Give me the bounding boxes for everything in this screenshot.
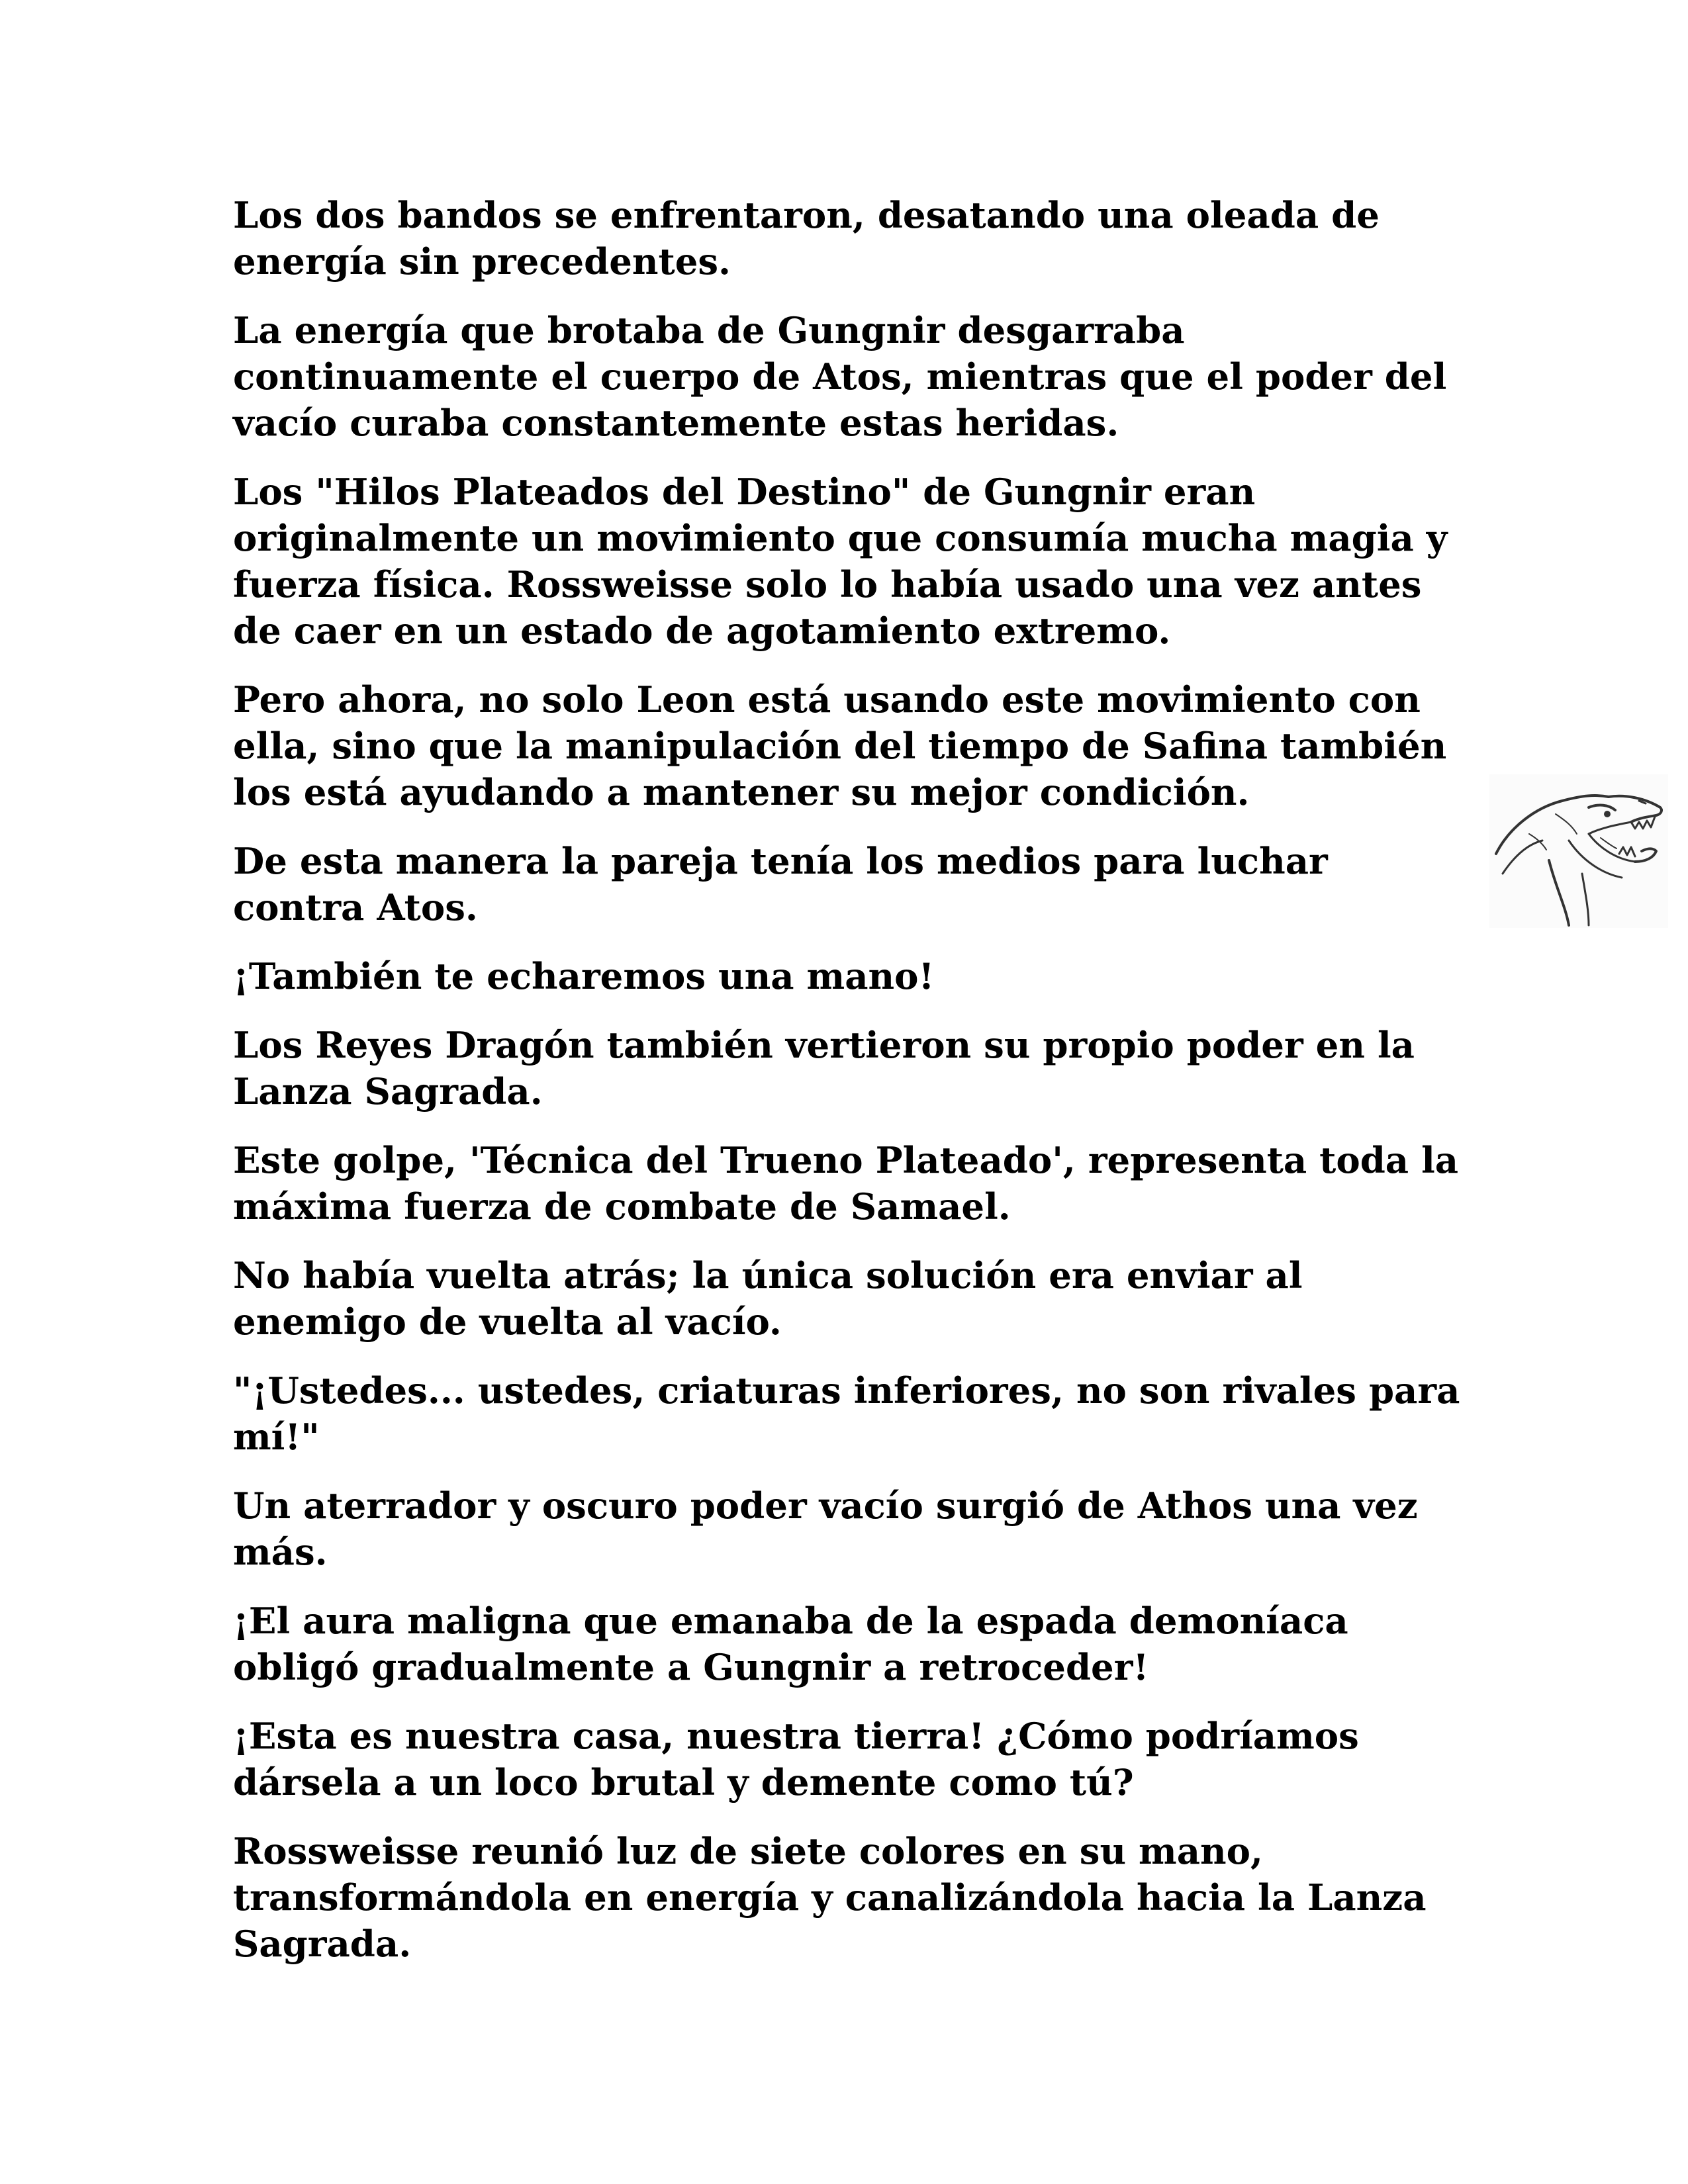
paragraph: De esta manera la pareja tenía los medios para luchar contra Atos.	[233, 840, 1328, 929]
paragraph: Pero ahora, no solo Leon está usando este movimiento con ella, sino que la manipulación del tiempo de Safina también los está ayudando a mantener su mejor condición.	[233, 678, 1447, 813]
paragraph: Un aterrador y oscuro poder vacío surgió de Athos una vez más.	[233, 1484, 1418, 1573]
dinosaur-head-sketch-icon	[1489, 774, 1668, 928]
document-body	[233, 192, 1464, 1989]
paragraph: No había vuelta atrás; la única solución era enviar al enemigo de vuelta al vacío.	[233, 1254, 1303, 1343]
paragraph: ¡Esta es nuestra casa, nuestra tierra! ¿Cómo podríamos dársela a un loco brutal y demente como tú?	[233, 1715, 1359, 1803]
paragraph: Rossweisse reunió luz de siete colores en su mano, transformándola en energía y canalizándola hacia la Lanza Sagrada.	[233, 1830, 1427, 1965]
paragraph: "¡Ustedes... ustedes, criaturas inferiores, no son rivales para mí!"	[233, 1369, 1460, 1458]
paragraph: Los "Hilos Plateados del Destino" de Gungnir eran originalmente un movimiento que consumía mucha magia y fuerza física. Rossweisse solo lo había usado una vez antes de caer en un estado de agotamiento extremo.	[233, 471, 1448, 652]
paragraph: Los Reyes Dragón también vertieron su propio poder en la Lanza Sagrada.	[233, 1024, 1415, 1113]
paragraph: ¡El aura maligna que emanaba de la espada demoníaca obligó gradualmente a Gungnir a retroceder!	[233, 1600, 1348, 1688]
paragraph: Este golpe, 'Técnica del Trueno Plateado', representa toda la máxima fuerza de combate de Samael.	[233, 1139, 1459, 1228]
paragraph: Los dos bandos se enfrentaron, desatando una oleada de energía sin precedentes.	[233, 194, 1380, 283]
paragraph: ¡También te echaremos una mano!	[233, 955, 935, 997]
paragraph: La energía que brotaba de Gungnir desgarraba continuamente el cuerpo de Atos, mientras que el poder del vacío curaba constantemente estas heridas.	[233, 309, 1447, 444]
